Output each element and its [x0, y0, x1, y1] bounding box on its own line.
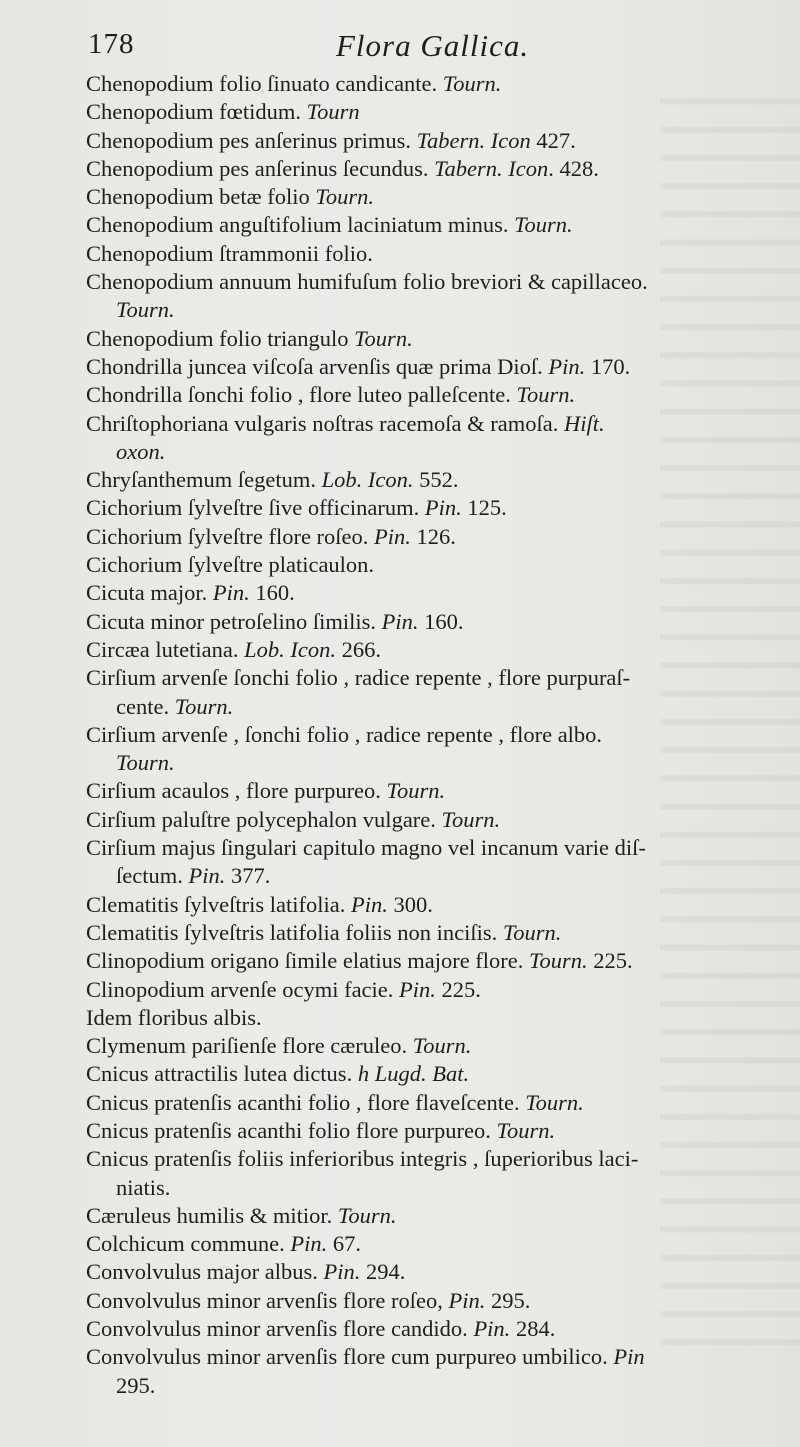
entry-line — [86, 523, 786, 551]
entry-text: 266. — [335, 636, 381, 662]
entry-text: 284. — [510, 1316, 556, 1342]
entry-line — [86, 891, 786, 919]
entry-text: Cnicus pratenſis acanthi folio flore purpureo. — [86, 1117, 497, 1143]
entry-text: Chenopodium folio triangulo — [86, 325, 355, 351]
entry-text: Convolvulus minor arvenſis flore roſeo, — [86, 1287, 449, 1313]
entry-reference: oxon. — [116, 438, 166, 464]
entry-text: 125. — [461, 495, 507, 521]
entry-line — [86, 1004, 786, 1032]
entry-text: 160. — [418, 608, 464, 634]
entry-line — [86, 1060, 786, 1088]
entry-line — [86, 410, 786, 438]
entry-text: Chondrilla juncea viſcoſa arvenſis quæ prima Dioſ. — [86, 353, 549, 379]
entry-reference: Tourn — [306, 99, 360, 125]
entry-text: 160. — [249, 580, 295, 606]
entry-reference: Pin. — [399, 976, 436, 1002]
entry-reference: Tourn. — [441, 806, 501, 832]
entry-text: Cirſium acaulos , flore purpureo. — [86, 778, 387, 804]
entry-text: Chriſtophoriana vulgaris noſtras racemoſa & ramoſa. — [86, 410, 564, 436]
entry-text: Chenopodium betæ folio — [86, 184, 316, 210]
entry-reference: Tabern. Icon — [416, 127, 531, 153]
entry-line — [86, 806, 786, 834]
entry-text: Chenopodium pes anſerinus ſecundus. — [86, 155, 435, 181]
list-item — [86, 608, 786, 636]
entry-continuation-line — [86, 693, 786, 721]
list-item — [86, 1202, 786, 1230]
list-item — [86, 976, 786, 1004]
entry-text: Cnicus pratenſis acanthi folio , flore flaveſcente. — [86, 1089, 526, 1115]
entry-continuation-line — [86, 749, 786, 777]
entry-text: Chenopodium annuum humifuſum folio breviori & capillaceo. — [86, 269, 648, 295]
entry-reference: Pin. — [290, 1231, 328, 1257]
entry-text: Cichorium ſylveſtre flore roſeo. — [86, 523, 375, 549]
plant-list — [86, 70, 786, 1400]
list-item — [86, 523, 786, 551]
page-header — [88, 28, 608, 74]
list-item — [86, 325, 786, 353]
entry-line — [86, 1315, 786, 1343]
entry-text: Chondrilla ſonchi folio , flore luteo palleſcente. — [86, 382, 517, 408]
entry-reference: Pin. — [212, 580, 250, 606]
entry-reference: Tourn. — [525, 1089, 584, 1115]
list-item — [86, 1060, 786, 1088]
list-item — [86, 1004, 786, 1032]
entry-text: Colchicum commune. — [86, 1231, 291, 1257]
entry-text: 67. — [327, 1231, 361, 1257]
list-item — [86, 1343, 786, 1400]
entry-reference: Tourn. — [529, 948, 588, 974]
entry-text: Convolvulus major albus. — [86, 1259, 324, 1285]
entry-line — [86, 1287, 786, 1315]
entry-line — [86, 240, 786, 268]
list-item — [86, 1258, 786, 1286]
entry-text: 300. — [387, 891, 433, 917]
entry-line — [86, 947, 786, 975]
list-item — [86, 834, 786, 891]
entry-line — [86, 664, 786, 692]
entry-reference: Tourn. — [315, 184, 374, 210]
entry-text: Cnicus pratenſis foliis inferioribus integris , ſuperioribus laci- — [86, 1146, 639, 1172]
entry-continuation-line — [86, 1372, 786, 1400]
entry-reference: Tourn. — [496, 1117, 556, 1143]
entry-continuation-line — [86, 1174, 786, 1202]
entry-line — [86, 919, 786, 947]
list-item — [86, 777, 786, 805]
entry-reference: Tourn. — [442, 71, 502, 96]
entry-line — [86, 98, 786, 126]
entry-reference: Tourn. — [514, 212, 573, 238]
entry-text: Clematitis ſylveſtris latifolia. — [86, 891, 351, 917]
entry-line — [86, 70, 786, 98]
entry-text: Cnicus attractilis lutea dictus. — [86, 1061, 358, 1087]
list-item — [86, 1145, 786, 1202]
entry-text: ſectum. — [116, 863, 189, 889]
entry-text: cente. — [116, 693, 175, 719]
entry-text: 294. — [360, 1259, 406, 1285]
entry-text: Idem floribus albis. — [86, 1004, 262, 1030]
list-item — [86, 1287, 786, 1315]
entry-text: 170. — [585, 353, 631, 379]
entry-text: Chenopodium ſtrammonii folio. — [86, 240, 373, 266]
entry-text: Cirſium paluſtre polycephalon vulgare. — [86, 806, 442, 832]
entry-line — [86, 268, 786, 296]
list-item — [86, 721, 786, 778]
entry-line — [86, 1343, 786, 1371]
entry-reference: Pin. — [548, 353, 586, 379]
entry-reference: Pin. — [424, 495, 462, 521]
entry-reference: Pin. — [381, 608, 419, 634]
entry-text: Clematitis ſylveſtris latifolia foliis non inciſis. — [86, 919, 503, 945]
list-item — [86, 1032, 786, 1060]
entry-line — [86, 976, 786, 1004]
entry-line — [86, 834, 786, 862]
entry-line — [86, 1258, 786, 1286]
entry-text: 126. — [410, 523, 456, 549]
list-item — [86, 806, 786, 834]
entry-line — [86, 1202, 786, 1230]
entry-reference: Pin — [613, 1344, 645, 1370]
entry-reference: Lob. Icon. — [244, 636, 336, 662]
entry-line — [86, 466, 786, 494]
entry-reference: Tourn. — [502, 919, 562, 945]
list-item — [86, 155, 786, 183]
entry-line — [86, 353, 786, 381]
entry-reference: Pin. — [448, 1287, 486, 1313]
list-item — [86, 919, 786, 947]
entry-reference: Tourn. — [116, 297, 175, 323]
entry-reference: Tourn. — [174, 693, 234, 719]
list-item — [86, 381, 786, 409]
list-item — [86, 70, 786, 98]
entry-text: Convolvulus minor arvenſis flore cum purpureo umbilico. — [86, 1344, 614, 1370]
entry-text: Chryſanthemum ſegetum. — [86, 467, 322, 493]
entry-line — [86, 127, 786, 155]
entry-text: Cicuta major. — [86, 580, 213, 606]
list-item — [86, 636, 786, 664]
entry-text: Clinopodium origano ſimile elatius majore flore. — [86, 948, 530, 974]
list-item — [86, 240, 786, 268]
list-item — [86, 183, 786, 211]
page-number: 178 — [88, 28, 135, 60]
entry-text: Chenopodium folio ſinuato candicante. — [86, 71, 443, 96]
list-item — [86, 947, 786, 975]
entry-reference: Tourn. — [516, 382, 576, 408]
entry-line — [86, 1089, 786, 1117]
entry-reference: Tourn. — [386, 778, 446, 804]
entry-line — [86, 1117, 786, 1145]
entry-text: Cichorium ſylveſtre platicaulon. — [86, 552, 375, 578]
entry-text: niatis. — [116, 1174, 171, 1200]
entry-text: Clymenum pariſienſe flore cæruleo. — [86, 1033, 413, 1059]
entry-continuation-line — [86, 438, 786, 466]
list-item — [86, 353, 786, 381]
entry-line — [86, 325, 786, 353]
entry-line — [86, 1230, 786, 1258]
entry-continuation-line — [86, 862, 786, 890]
running-title: Flora Gallica. — [336, 28, 530, 63]
entry-text: . 428. — [548, 155, 599, 181]
entry-line — [86, 211, 786, 239]
list-item — [86, 494, 786, 522]
list-item — [86, 98, 786, 126]
entry-reference: Tourn. — [354, 325, 413, 351]
list-item — [86, 1089, 786, 1117]
entry-text: 377. — [225, 863, 271, 889]
entry-reference: h Lugd. Bat. — [357, 1061, 470, 1087]
entry-reference: Pin. — [323, 1259, 361, 1285]
entry-line — [86, 579, 786, 607]
list-item — [86, 1230, 786, 1258]
list-item — [86, 579, 786, 607]
entry-line — [86, 721, 786, 749]
entry-line — [86, 1145, 786, 1173]
list-item — [86, 551, 786, 579]
list-item — [86, 664, 786, 721]
entry-reference: Tabern. Icon — [434, 155, 549, 181]
entry-text: Circæa lutetiana. — [86, 636, 245, 662]
entry-text: 295. — [116, 1372, 156, 1398]
entry-text: 552. — [413, 467, 459, 493]
list-item — [86, 410, 786, 467]
entry-line — [86, 381, 786, 409]
entry-line — [86, 183, 786, 211]
entry-reference: Pin. — [374, 523, 411, 549]
entry-line — [86, 155, 786, 183]
entry-text: Clinopodium arvenſe ocymi facie. — [86, 976, 400, 1002]
entry-text: Cirſium arvenſe ſonchi folio , radice repente , flore purpuraſ- — [86, 665, 631, 691]
list-item — [86, 268, 786, 325]
entry-line — [86, 608, 786, 636]
entry-text: 225. — [435, 976, 481, 1002]
entry-reference: Pin. — [473, 1316, 511, 1342]
entry-line — [86, 1032, 786, 1060]
list-item — [86, 127, 786, 155]
entry-text: 295. — [485, 1287, 531, 1313]
entry-reference: Tourn. — [337, 1202, 397, 1228]
entry-line — [86, 777, 786, 805]
entry-text: Cirſium arvenſe , ſonchi folio , radice repente , flore albo. — [86, 721, 603, 747]
entry-reference: Pin. — [350, 891, 388, 917]
entry-reference: Lob. Icon. — [321, 467, 414, 493]
entry-text: Chenopodium pes anſerinus primus. — [86, 127, 417, 153]
list-item — [86, 211, 786, 239]
entry-line — [86, 494, 786, 522]
entry-text: 427. — [530, 127, 576, 153]
entry-reference: Hiſt. — [563, 410, 605, 436]
entry-text: Cicuta minor petroſelino ſimilis. — [86, 608, 382, 634]
entry-text: Convolvulus minor arvenſis flore candido. — [86, 1316, 474, 1342]
entry-reference: Pin. — [188, 863, 226, 889]
entry-line — [86, 551, 786, 579]
list-item — [86, 466, 786, 494]
entry-reference: Tourn. — [116, 750, 175, 776]
entry-continuation-line — [86, 296, 786, 324]
entry-text: 225. — [587, 948, 633, 974]
entry-text: Cichorium ſylveſtre ſive officinarum. — [86, 495, 425, 521]
entry-line — [86, 636, 786, 664]
entry-text: Cæruleus humilis & mitior. — [86, 1202, 338, 1228]
list-item — [86, 891, 786, 919]
list-item — [86, 1315, 786, 1343]
entry-text: Chenopodium anguſtifolium laciniatum minus. — [86, 212, 515, 238]
entry-text: Chenopodium fœtidum. — [86, 99, 307, 125]
entry-reference: Tourn. — [412, 1033, 472, 1059]
entry-text: Cirſium majus ſingulari capitulo magno vel incanum varie diſ- — [86, 835, 646, 861]
list-item — [86, 1117, 786, 1145]
